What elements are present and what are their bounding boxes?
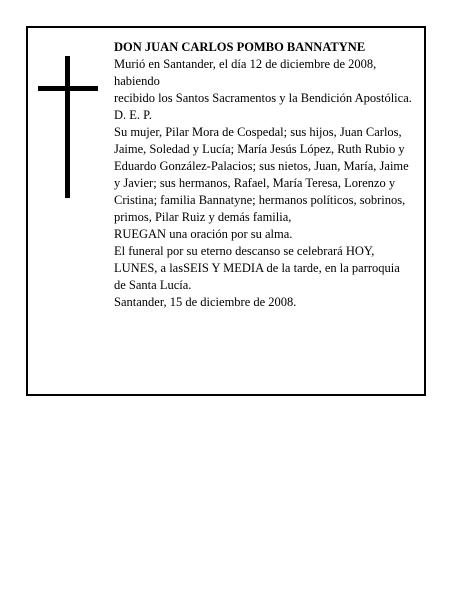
sacraments-statement: recibido los Santos Sacramentos y la Bendición Apostólica. — [114, 91, 412, 105]
funeral-details: El funeral por su eterno descanso se celebrará HOY, LUNES, a lasSEIS Y MEDIA de la tarde, en la parroquia de Santa Lucía. — [114, 244, 400, 292]
death-statement: Murió en Santander, el día 12 de diciembre de 2008, habiendo — [114, 57, 377, 88]
rip-line: D. E. P. — [114, 108, 152, 122]
cross-vertical-bar — [65, 56, 70, 198]
cross-horizontal-bar — [38, 86, 98, 91]
place-date-line: Santander, 15 de diciembre de 2008. — [114, 295, 297, 309]
notice-text — [114, 39, 414, 311]
family-list: Su mujer, Pilar Mora de Cospedal; sus hijos, Juan Carlos, Jaime, Soledad y Lucía; María Jesús López, Ruth Rubio y Eduardo González-Palacios; sus nietos, Juan, María, Jaime y Javier; sus hermanos, Rafael, María Teresa, Lorenzo y Cristina; familia Bannatyne; hermanos políticos, sobrinos, primos, Pilar Ruiz y demás familia, — [114, 125, 409, 224]
cross-icon — [38, 56, 98, 198]
deceased-name: DON JUAN CARLOS POMBO BANNATYNE — [114, 40, 366, 54]
prayer-request: RUEGAN una oración por su alma. — [114, 227, 293, 241]
obituary-notice — [26, 26, 426, 396]
